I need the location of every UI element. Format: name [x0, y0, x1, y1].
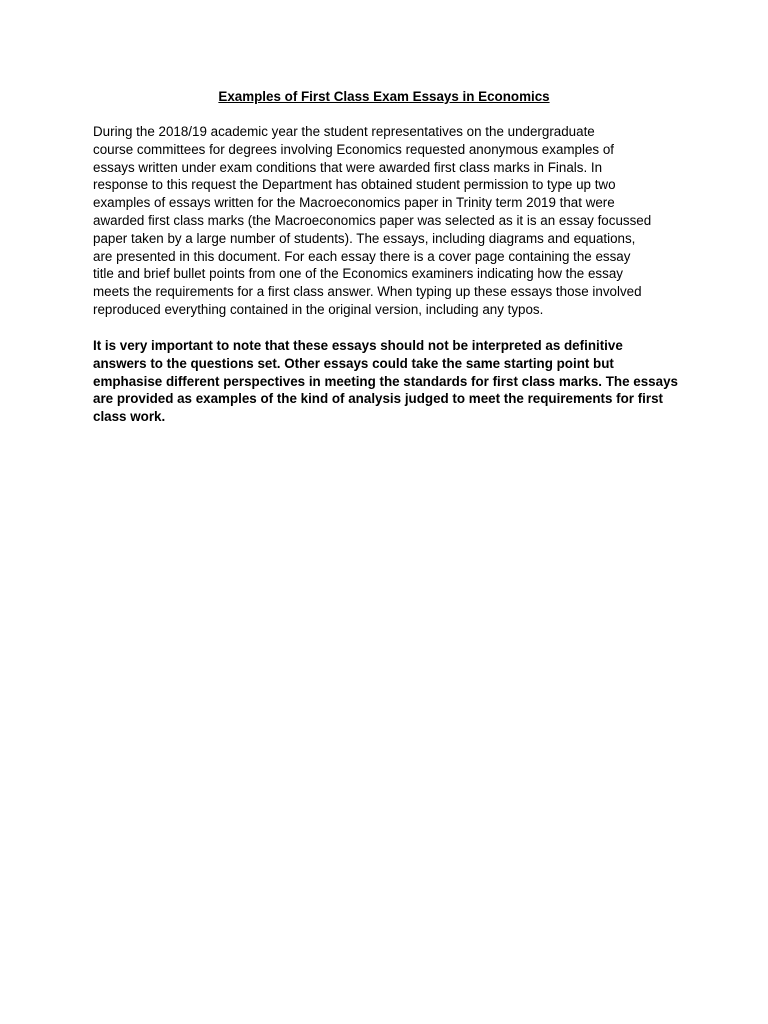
paragraph-line: reproduced everything contained in the original version, including any typos. — [93, 301, 544, 317]
paragraph-line: paper taken by a large number of students). The essays, including diagrams and equations, — [93, 230, 636, 246]
paragraph-line: essays written under exam conditions that were awarded first class marks in Finals. In — [93, 159, 603, 175]
paragraph-line: title and brief bullet points from one of the Economics examiners indicating how the essay — [93, 266, 623, 282]
paragraph-line: response to this request the Department has obtained student permission to type up two — [93, 177, 616, 193]
paragraph-line: It is very important to note that these essays should not be interpreted as definitive — [93, 338, 623, 353]
important-note-paragraph — [93, 337, 683, 426]
paragraph-line: are presented in this document. For each essay there is a cover page containing the essay — [93, 248, 631, 264]
paragraph-line: During the 2018/19 academic year the student representatives on the undergraduate — [93, 124, 595, 139]
paragraph-line: meets the requirements for a first class answer. When typing up these essays those involved — [93, 284, 642, 300]
paragraph-line: course committees for degrees involving Economics requested anonymous examples of — [93, 141, 615, 157]
paragraph-line: are provided as examples of the kind of analysis judged to meet the requirements for first — [93, 391, 663, 407]
paragraph-line: class work. — [93, 409, 166, 425]
intro-paragraph — [93, 123, 683, 319]
paragraph-line: emphasise different perspectives in meeting the standards for first class marks. The essays — [93, 373, 678, 389]
paragraph-line: examples of essays written for the Macroeconomics paper in Trinity term 2019 that were — [93, 195, 615, 211]
document-title: Examples of First Class Exam Essays in Economics — [218, 89, 550, 104]
paragraph-line: answers to the questions set. Other essays could take the same starting point but — [93, 355, 614, 371]
paragraph-line: awarded first class marks (the Macroeconomics paper was selected as it is an essay focussed — [93, 212, 652, 228]
